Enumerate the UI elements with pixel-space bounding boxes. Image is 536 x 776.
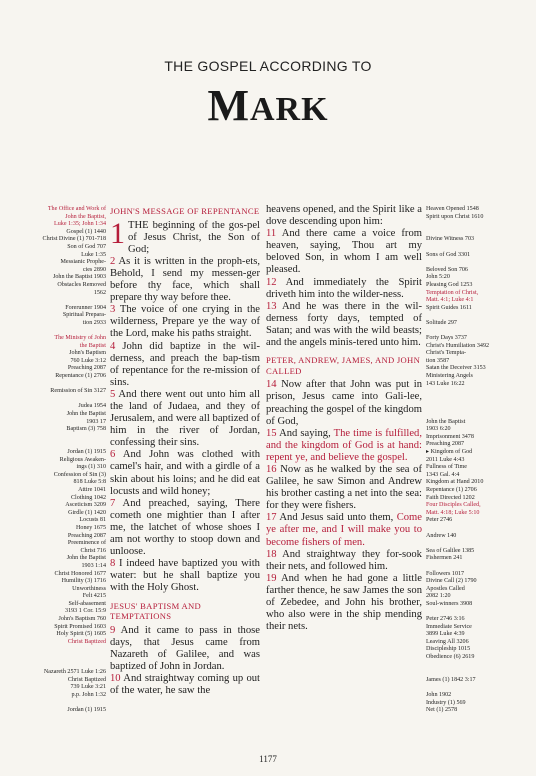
title-rest: ARK — [249, 91, 329, 128]
title-initial: M — [207, 81, 250, 130]
verse-number: 5 — [110, 388, 119, 400]
cross-reference: Obedience (6) 2619 — [426, 654, 475, 661]
cross-reference: Girdle (1) 1420 — [68, 509, 106, 516]
verse-number: 13 — [266, 300, 282, 312]
cross-reference: Soul-winners 3908 — [426, 600, 473, 607]
cross-reference: Peter 2746 3:16 — [426, 616, 465, 623]
verse-number: 15 — [266, 427, 280, 439]
cross-reference: John 5:20 — [426, 274, 450, 281]
verse-13 — [266, 301, 422, 349]
verse-14 — [266, 379, 422, 427]
cross-reference: Heaven Opened 1548 — [426, 206, 479, 212]
cross-reference: 2011 Luke 4:43 — [426, 456, 465, 463]
verse-text: Now as he walked by the sea of Galilee, he saw Simon and Andrew his brother casting a net into the sea: for they were fishers. — [266, 463, 422, 512]
verse-number: 17 — [266, 512, 280, 524]
cross-reference: Spirit Promised 1603 — [54, 623, 106, 630]
verse-18 — [266, 549, 422, 573]
cross-reference: Spiritual Prepara- — [62, 312, 106, 319]
cross-reference: 2082 1:20 — [426, 593, 451, 600]
cross-reference: Peter 2746 — [426, 517, 453, 524]
verse-text: And saying, — [279, 427, 331, 439]
cross-reference: Kingdom at Hand 2010 — [426, 479, 484, 486]
cross-reference: Christ Divine (1) 701-718 — [42, 236, 106, 243]
cross-reference: Preaching 2087 — [426, 441, 465, 448]
cross-reference: Net (1) 2578 — [426, 707, 458, 714]
cross-reference — [426, 328, 530, 336]
cross-reference: Spirit Guides 1611 — [426, 304, 472, 311]
cross-reference: Fishermen 241 — [426, 555, 463, 562]
cross-reference: Matt. 4:1; Luke 4:1 — [426, 297, 474, 304]
verse-number: 2 — [110, 255, 119, 267]
cross-reference: Christ Honored 1677 — [54, 570, 106, 577]
verse-number: 12 — [266, 276, 286, 288]
verse-number: 3 — [110, 304, 120, 316]
cross-reference: Humility (3) 1716 — [61, 578, 106, 585]
verse-9 — [110, 625, 260, 673]
verse-number: 6 — [110, 449, 123, 461]
cross-reference — [426, 221, 530, 229]
cross-reference: Sea of Galilee 1385 — [426, 547, 475, 554]
cross-reference — [8, 396, 106, 404]
cross-reference: Divine Call (2) 1790 — [426, 578, 477, 585]
cross-reference: Jordan (1) 1915 — [67, 707, 106, 714]
cross-reference: Son of God 707 — [67, 243, 106, 250]
verse-1 — [110, 216, 260, 256]
verse-12 — [266, 277, 422, 301]
verse-text: heavens opened, and the Spirit like a dove descending upon him: — [266, 204, 422, 228]
cross-reference: Holy Spirit (5) 1605 — [56, 631, 106, 638]
cross-reference: Divine Witness 703 — [426, 236, 475, 243]
right-reference-column — [426, 206, 530, 715]
cross-reference: Christ's Tempta- — [426, 350, 466, 357]
cross-reference: John's Baptism — [69, 350, 106, 357]
cross-reference: Satan the Deceiver 3153 — [426, 365, 486, 372]
cross-reference: Preeminence of — [67, 540, 106, 547]
cross-reference: Jordan (1) 1915 — [67, 449, 106, 455]
cross-reference: James (1) 1842 3:17 — [426, 676, 476, 683]
cross-reference — [426, 388, 530, 396]
cross-reference: tion 3587 — [426, 357, 450, 364]
verse-7 — [110, 498, 260, 558]
cross-reference: Fullness of Time — [426, 464, 467, 471]
cross-reference: cies 2890 — [82, 266, 106, 273]
cross-reference — [426, 525, 530, 533]
page-number: 1177 — [259, 754, 277, 764]
cross-reference: Remission of Sin 3127 — [50, 388, 106, 395]
verse-text: As it is written in the proph-ets, Behold, I send my messen-ger before thy face, which shall prepare thy way before thee. — [110, 255, 260, 304]
cross-reference: John the Baptist 1903 — [53, 274, 106, 281]
cross-reference: Pleasing God 1253 — [426, 281, 473, 288]
verse-number: 9 — [110, 624, 121, 636]
cross-reference: John the Baptist — [66, 411, 106, 418]
cross-reference: Matt. 4:18; Luke 5:10 — [426, 509, 480, 516]
cross-reference — [426, 229, 530, 237]
cross-reference: Repentance (1) 2706 — [426, 486, 477, 493]
verse-number: 10 — [110, 673, 124, 685]
cross-reference — [426, 312, 530, 320]
cross-reference — [426, 244, 530, 252]
cross-reference: Imprisonment 3478 — [426, 433, 474, 440]
cross-reference: Apostles Called — [426, 585, 465, 592]
cross-reference: Clothing 1042 — [70, 494, 106, 501]
verse-text: And there came a voice from heaven, saying, Thou art my beloved Son, in whom I am well pleased. — [266, 228, 422, 276]
cross-reference: Christ Baptized — [67, 638, 106, 645]
cross-reference: Beloved Son 706 — [426, 266, 468, 273]
page-header — [0, 58, 536, 128]
cross-reference: 1562 — [93, 289, 106, 296]
verse-text: The voice of one crying in the wilderness, Prepare ye the way of the Lord, make his paths straight. — [110, 304, 260, 340]
verse-text: And straightway coming up out of the water, he saw the — [110, 673, 260, 697]
cross-reference: 1903 17 — [86, 418, 106, 425]
cross-reference: Religious Awaken- — [59, 456, 106, 463]
verse-text: Now after that John was put in prison, Jesus came into Gali-lee, preaching the gospel of the kingdom of God, — [266, 379, 422, 427]
cross-reference: Preaching 2087 — [67, 365, 106, 372]
cross-reference: Felt 4215 — [82, 593, 106, 600]
cross-reference: Confession of Sin (3) — [53, 471, 106, 478]
cross-reference: 818 Luke 5:8 — [73, 479, 106, 486]
cross-reference — [426, 259, 530, 267]
cross-reference: tion 2933 — [82, 319, 106, 326]
cross-reference: Temptation of Christ, — [426, 289, 479, 296]
scripture-column-1 — [110, 206, 260, 697]
cross-reference: Forty Days 3737 — [426, 335, 467, 342]
cross-reference: Faith Directed 1202 — [426, 494, 475, 501]
cross-reference: 3899 Luke 4:39 — [426, 631, 465, 638]
cross-reference: Immediate Service — [426, 623, 472, 630]
section-heading: JOHN'S MESSAGE OF REPENTANCE — [110, 206, 260, 216]
cross-reference: Baptism (3) 758 — [66, 426, 106, 433]
chapter-number: 1 — [110, 216, 125, 250]
left-reference-column — [8, 206, 106, 715]
cross-reference: Asceticism 3209 — [65, 502, 106, 509]
cross-reference: ings (1) 310 — [76, 464, 106, 471]
verse-text: And when he had gone a little farther thence, he saw James the son of Zebedee, and John his brother, who also were in the ship mending their nets. — [266, 572, 422, 633]
cross-reference: Discipleship 1015 — [426, 646, 471, 653]
cross-reference: Solitude 297 — [426, 319, 457, 326]
verse-10 — [110, 673, 260, 697]
verse-10-continued — [266, 204, 422, 228]
verse-text: I indeed have baptized you with water: but he shall baptize you with the Holy Ghost. — [110, 558, 260, 594]
cross-reference: Luke 1:35 — [81, 251, 106, 258]
cross-reference — [426, 669, 530, 677]
cross-reference — [8, 662, 106, 670]
cross-reference: Preaching 2087 — [67, 532, 106, 539]
cross-reference: ▸ Kingdom of God — [426, 449, 473, 455]
cross-reference — [8, 646, 106, 654]
cross-reference — [8, 328, 106, 336]
cross-reference: the Baptist — [79, 342, 106, 349]
cross-reference: 1343 Gal. 4:4 — [426, 471, 460, 478]
verse-3 — [110, 304, 260, 340]
cross-reference: 3193 1 Cor. 15:9 — [65, 608, 106, 615]
verse-text: And straightway they for-sook their nets, and followed him. — [266, 548, 422, 572]
verse-number: 14 — [266, 379, 282, 391]
verse-6 — [110, 449, 260, 497]
cross-reference — [8, 441, 106, 449]
verse-text: And he was there in the wil-derness forty days, tempted of Satan; and was with the wild beasts; and the angels minis-tered unto him. — [266, 300, 422, 349]
cross-reference: Christ's Humiliation 3492 — [426, 342, 490, 349]
verse-5 — [110, 389, 260, 449]
cross-reference: Andrew 140 — [426, 532, 457, 539]
cross-reference: 143 Luke 16:22 — [426, 380, 465, 387]
cross-reference — [426, 403, 530, 411]
cross-reference: John the Baptist — [66, 555, 106, 562]
cross-reference: Christ 716 — [80, 547, 106, 554]
scripture-column-2 — [266, 204, 422, 633]
verse-number: 4 — [110, 340, 123, 352]
verse-15 — [266, 428, 422, 464]
verse-number: 19 — [266, 572, 281, 584]
cross-reference — [426, 396, 530, 404]
verse-text: And there went out unto him all the land of Judaea, and they of Jerusalem, and were all baptized of him in the river of Jordan, confessing their sins. — [110, 388, 260, 449]
cross-reference: 739 Luke 3:21 — [70, 684, 106, 691]
cross-reference: 760 Luke 3:12 — [70, 357, 106, 364]
cross-reference: John the Baptist — [426, 418, 466, 425]
cross-reference: Self-abasement — [68, 600, 106, 607]
cross-reference: Sons of God 3301 — [426, 251, 471, 258]
section-heading: PETER, ANDREW, JAMES, AND JOHN CALLED — [266, 355, 421, 376]
verse-text: John did baptize in the wil-derness, and preach the bap-tism of repentance for the re-mission of sins. — [110, 340, 260, 388]
verse-19 — [266, 573, 422, 633]
cross-reference: Locusts 81 — [79, 517, 106, 524]
cross-reference: John the Baptist, — [65, 213, 106, 220]
verse-text: And it came to pass in those days, that Jesus came from Nazareth of Galilee, and was baptized of John in Jordan. — [110, 624, 260, 672]
words-of-jesus: Come ye after me, and I will make you to become fishers of men. — [266, 512, 422, 548]
verse-number: 18 — [266, 548, 283, 560]
cross-reference: Leaving All 3206 — [426, 638, 469, 645]
book-title — [0, 81, 536, 130]
cross-reference — [8, 434, 106, 442]
cross-reference: Obstacles Removed — [57, 281, 106, 288]
verse-text: And Jesus said unto them, — [279, 512, 394, 524]
verse-number: 8 — [110, 558, 120, 570]
cross-reference: Industry (1) 569 — [426, 699, 466, 706]
cross-reference: 1903 6:20 — [426, 426, 451, 433]
words-of-jesus: The time is fulfilled, and the kingdom of God is at hand: repent ye, and believe the gospel. — [266, 427, 422, 463]
cross-reference — [426, 662, 530, 670]
cross-reference — [8, 297, 106, 305]
verse-number: 7 — [110, 497, 123, 509]
cross-reference: Four Disciples Called, — [426, 502, 481, 509]
cross-reference: Forerunner 1904 — [65, 304, 106, 311]
cross-reference: Spirit upon Christ 1610 — [426, 213, 484, 220]
cross-reference — [8, 654, 106, 662]
cross-reference: John 1902 — [426, 692, 452, 698]
book-subtitle: THE GOSPEL ACCORDING TO — [164, 58, 372, 74]
cross-reference: Attire 1041 — [78, 486, 106, 493]
cross-reference — [426, 540, 530, 548]
verse-16 — [266, 464, 422, 512]
cross-reference: 1903 1:14 — [81, 562, 106, 569]
cross-reference: The Office and Work of — [47, 206, 106, 212]
cross-reference: Honey 1675 — [76, 524, 106, 531]
cross-reference: Ministering Angels — [426, 373, 473, 380]
cross-reference: Christ Baptized — [67, 676, 106, 683]
section-heading: JESUS' BAPTISM AND TEMPTATIONS — [110, 600, 201, 622]
verse-text: And immediately the Spirit driveth him into the wilder-ness. — [266, 276, 422, 300]
cross-reference: Gospel (1) 1440 — [66, 228, 106, 235]
cross-reference: Unworthiness — [72, 585, 106, 592]
verse-11 — [266, 228, 422, 276]
cross-reference: John's Baptism 760 — [58, 616, 106, 623]
verse-text: And preached, saying, There cometh one mightier than I after me, the latchet of whose shoes I am not worthy to stoop down and unloose. — [110, 497, 260, 558]
verse-text: And John was clothed with camel's hair, and with a girdle of a skin about his loins; and he did eat locusts and wild honey; — [110, 449, 260, 497]
cross-reference — [426, 684, 530, 692]
cross-reference: p.p. John 1:32 — [71, 692, 106, 698]
verse-number: 11 — [266, 228, 282, 240]
verse-17 — [266, 512, 422, 548]
verse-number: 16 — [266, 463, 281, 475]
cross-reference: Repentance (1) 2706 — [55, 373, 106, 380]
verse-2 — [110, 256, 260, 304]
cross-reference: Nazareth 2571 Luke 1:26 — [43, 669, 106, 676]
cross-reference: Followers 1017 — [426, 570, 465, 577]
cross-reference: Judea 1954 — [78, 403, 106, 410]
cross-reference — [426, 608, 530, 616]
cross-reference: The Ministry of John — [54, 335, 106, 342]
verse-text: THE beginning of the gos-pel of Jesus Christ, the Son of God; — [128, 219, 260, 255]
cross-reference — [426, 563, 530, 571]
verse-4 — [110, 341, 260, 389]
cross-reference — [426, 411, 530, 419]
cross-reference: Luke 1:35; John 1:34 — [54, 221, 106, 228]
verse-8 — [110, 558, 260, 594]
cross-reference: Messianic Prophe- — [60, 259, 106, 266]
